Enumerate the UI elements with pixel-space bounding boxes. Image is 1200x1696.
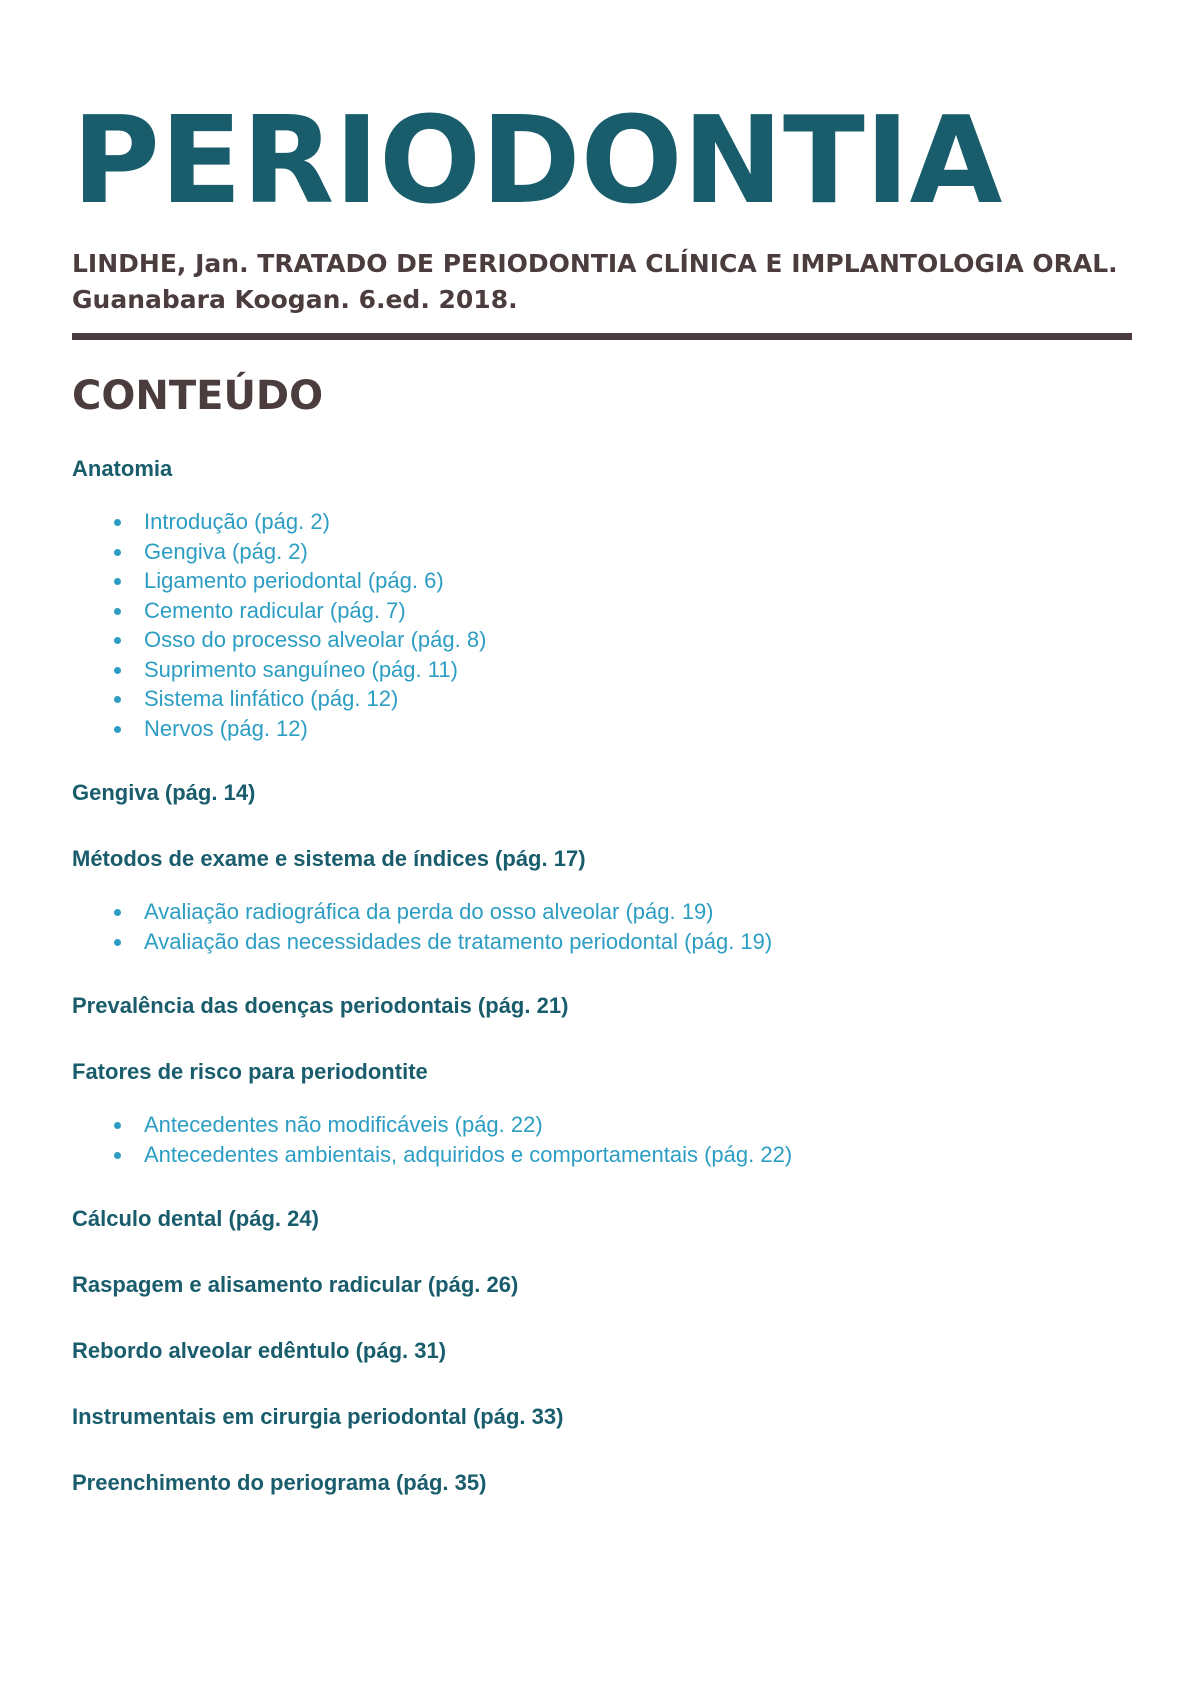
toc-subitem[interactable]: Antecedentes não modificáveis (pág. 22)	[144, 1110, 1132, 1140]
toc-subitem[interactable]: Avaliação das necessidades de tratamento periodontal (pág. 19)	[144, 927, 1132, 957]
toc-section-title[interactable]: Raspagem e alisamento radicular (pág. 26)	[72, 1272, 519, 1297]
toc-subitem[interactable]: Avaliação radiográfica da perda do osso alveolar (pág. 19)	[144, 897, 1132, 927]
toc-section-title[interactable]: Cálculo dental (pág. 24)	[72, 1206, 319, 1231]
toc-subitem[interactable]: Cemento radicular (pág. 7)	[144, 596, 1132, 626]
toc-section-title[interactable]: Rebordo alveolar edêntulo (pág. 31)	[72, 1338, 447, 1363]
table-of-contents	[72, 455, 1132, 1535]
toc-section	[72, 1469, 1132, 1497]
toc-subitem[interactable]: Osso do processo alveolar (pág. 8)	[144, 625, 1132, 655]
toc-section-title[interactable]: Prevalência das doenças periodontais (pág. 21)	[72, 993, 569, 1018]
document-title: PERIODONTIA	[72, 92, 1003, 231]
toc-subitem[interactable]: Sistema linfático (pág. 12)	[144, 684, 1132, 714]
toc-subitem[interactable]: Suprimento sanguíneo (pág. 11)	[144, 655, 1132, 685]
toc-section-title[interactable]: Métodos de exame e sistema de índices (pág. 17)	[72, 846, 586, 871]
toc-section	[72, 779, 1132, 807]
toc-subitem[interactable]: Nervos (pág. 12)	[144, 714, 1132, 744]
divider-line	[72, 333, 1132, 340]
toc-sublist	[72, 897, 1132, 956]
toc-subitem[interactable]: Ligamento periodontal (pág. 6)	[144, 566, 1132, 596]
toc-section	[72, 1403, 1132, 1431]
toc-section-title[interactable]: Gengiva (pág. 14)	[72, 780, 256, 805]
bibliographic-reference: LINDHE, Jan. TRATADO DE PERIODONTIA CLÍNICA E IMPLANTOLOGIA ORAL. Guanabara Koogan. 6.ed. 2018.	[72, 249, 1118, 314]
toc-section	[72, 1205, 1132, 1233]
toc-sublist	[72, 1110, 1132, 1169]
toc-section-title[interactable]: Fatores de risco para periodontite	[72, 1059, 428, 1084]
toc-section	[72, 992, 1132, 1020]
toc-section	[72, 1337, 1132, 1365]
toc-section	[72, 1058, 1132, 1169]
toc-subitem[interactable]: Antecedentes ambientais, adquiridos e comportamentais (pág. 22)	[144, 1140, 1132, 1170]
toc-section	[72, 1271, 1132, 1299]
toc-section-title[interactable]: Anatomia	[72, 456, 173, 481]
toc-section-title[interactable]: Instrumentais em cirurgia periodontal (pág. 33)	[72, 1404, 564, 1429]
toc-subitem[interactable]: Gengiva (pág. 2)	[144, 537, 1132, 567]
contents-heading: CONTEÚDO	[72, 373, 324, 419]
toc-section-title[interactable]: Preenchimento do periograma (pág. 35)	[72, 1470, 487, 1495]
toc-section	[72, 845, 1132, 956]
toc-sublist	[72, 507, 1132, 743]
toc-section	[72, 455, 1132, 743]
toc-subitem[interactable]: Introdução (pág. 2)	[144, 507, 1132, 537]
